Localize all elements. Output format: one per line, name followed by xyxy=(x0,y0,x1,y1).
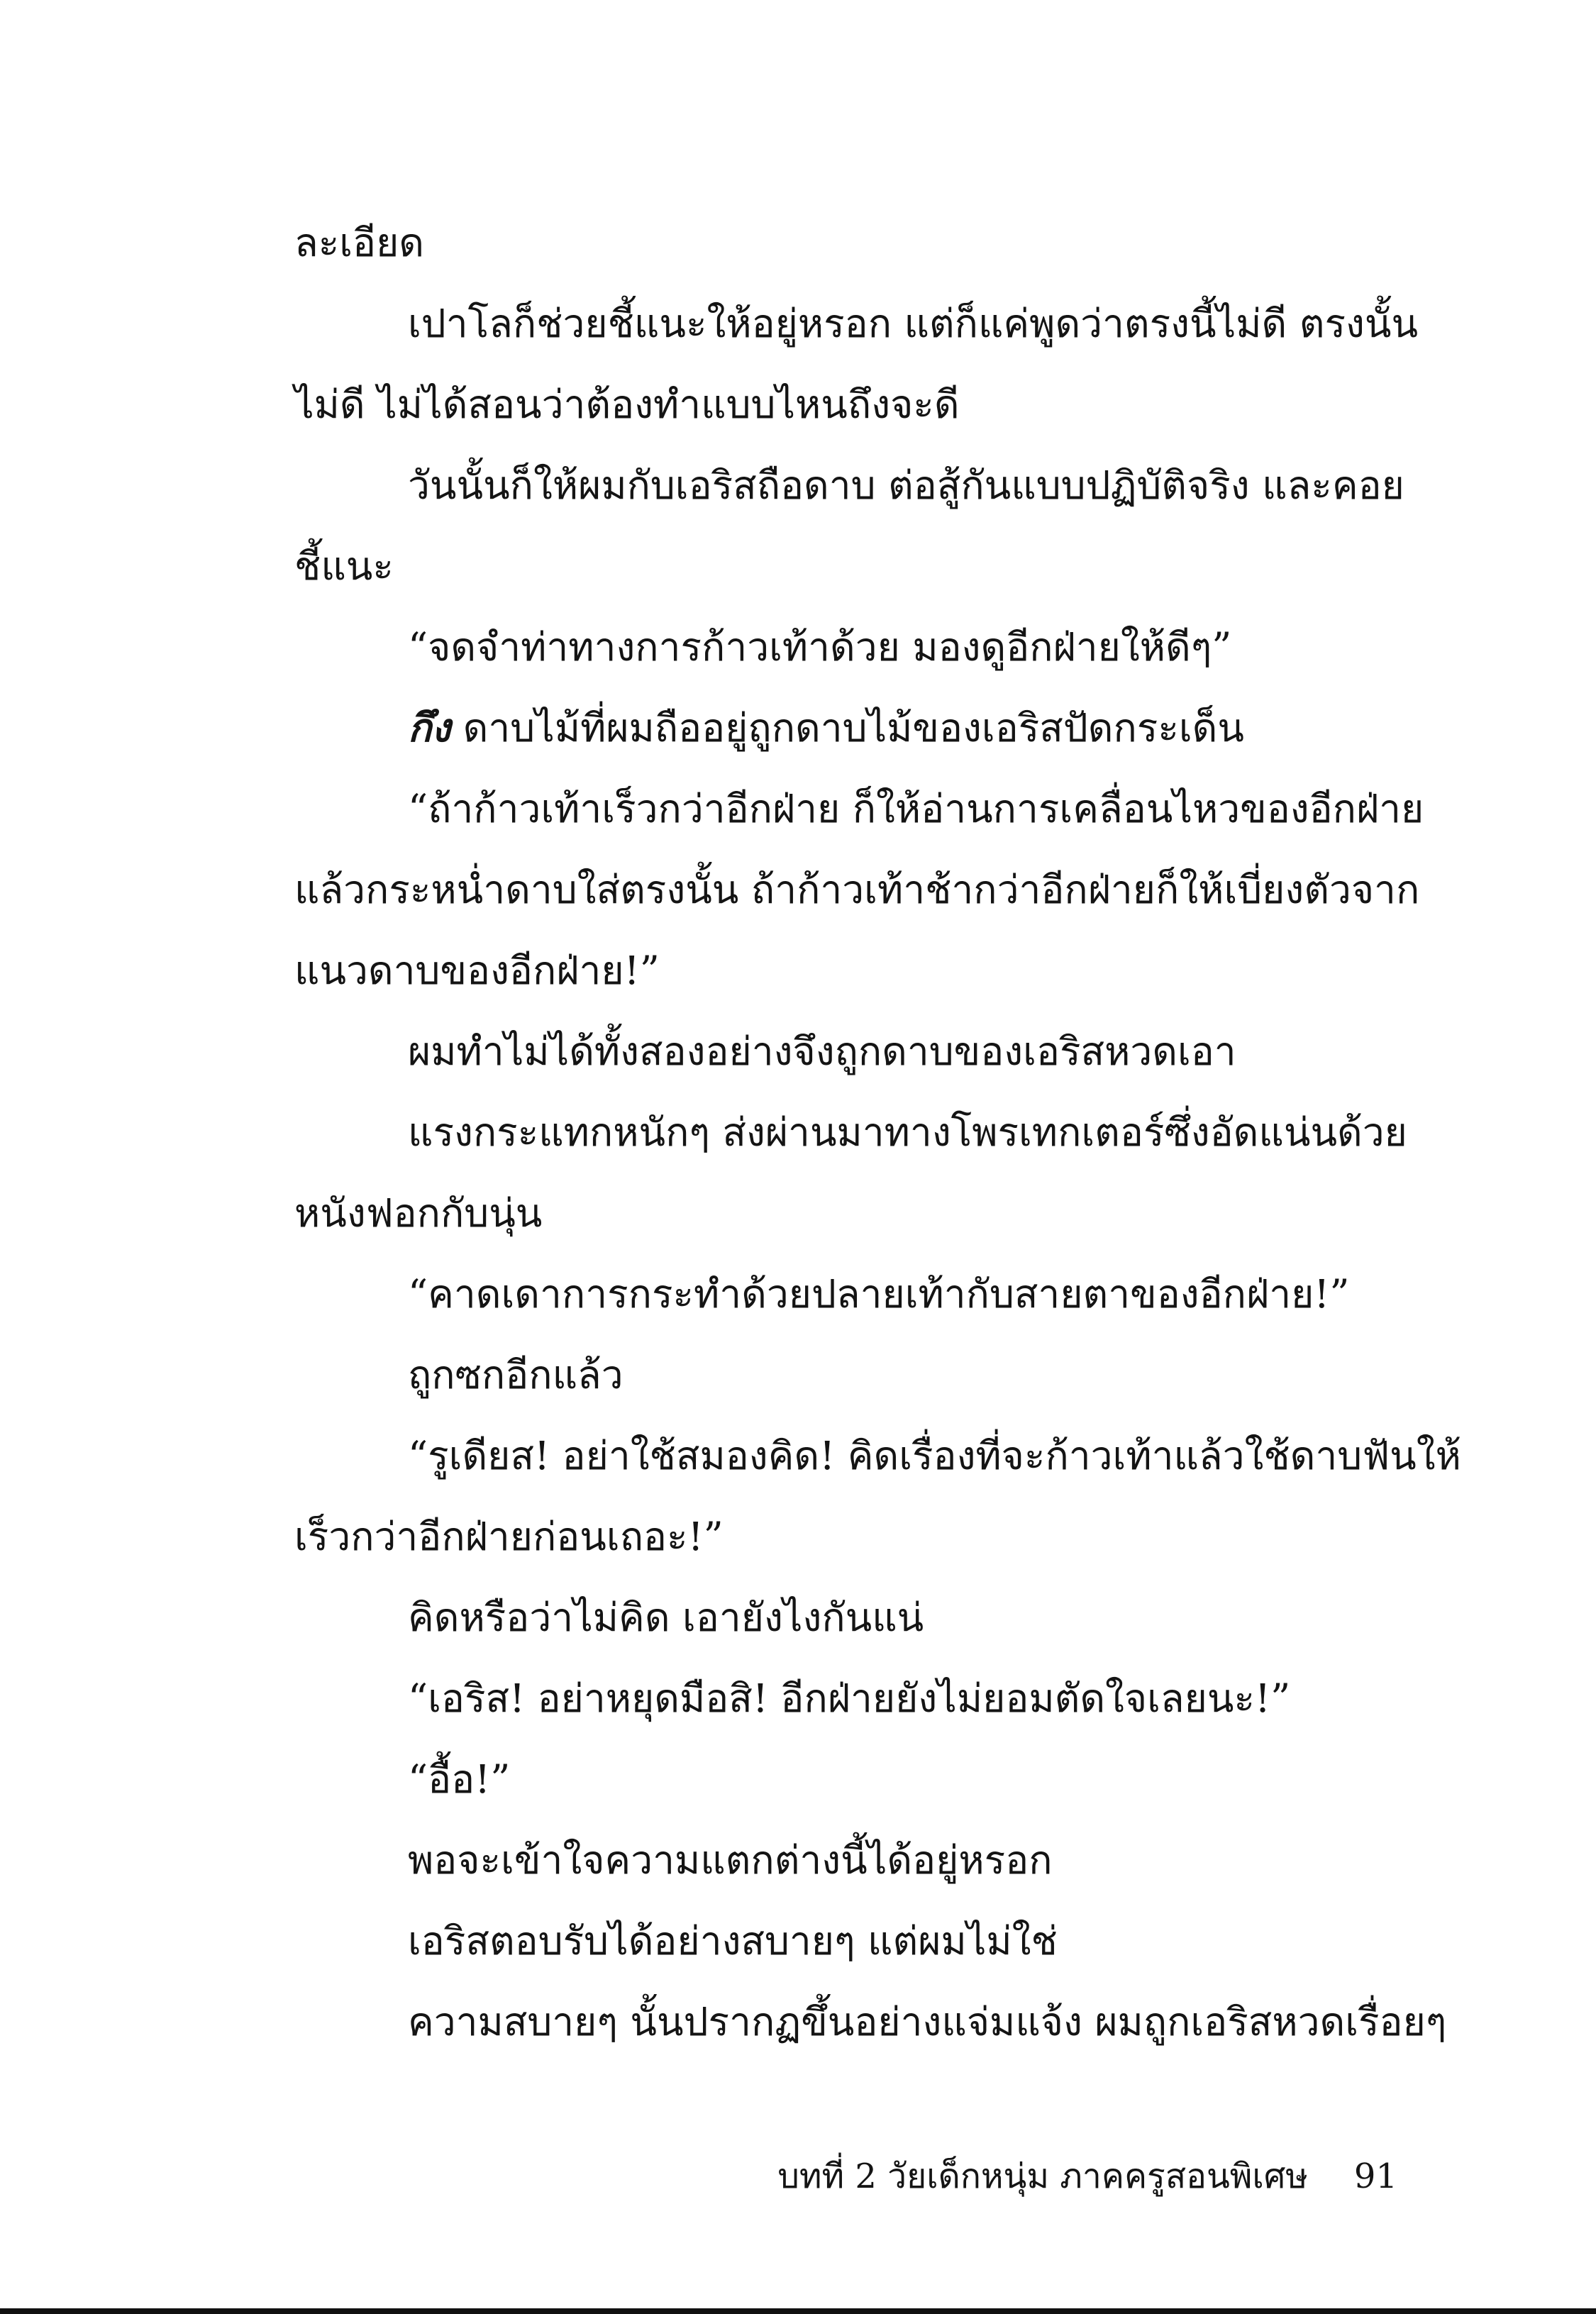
text-line: หนังฟอกกับนุ่น xyxy=(294,1190,543,1236)
text-line: “จดจำท่าทางการก้าวเท้าด้วย มองดูอีกฝ่ายให้ดีๆ” xyxy=(408,624,1232,670)
text-line: “รูเดียส! อย่าใช้สมองคิด! คิดเรื่องที่จะก้าวเท้าแล้วใช้ดาบฟันให้ xyxy=(408,1433,1461,1478)
text-line: แล้วกระหน่ำดาบใส่ตรงนั้น ถ้าก้าวเท้าช้ากว่าอีกฝ่ายก็ให้เบี่ยงตัวจาก xyxy=(294,867,1420,912)
text-line: ละเอียด xyxy=(294,220,425,265)
text-line: ความสบายๆ นั้นปรากฏขึ้นอย่างแจ่มแจ้ง ผมถูกเอริสหวดเรื่อยๆ xyxy=(408,1999,1447,2044)
text-line: “คาดเดาการกระทำด้วยปลายเท้ากับสายตาของอีกฝ่าย!” xyxy=(408,1271,1350,1317)
page-footer xyxy=(777,2149,1397,2203)
text-line: ถูกซกอีกแล้ว xyxy=(408,1352,624,1397)
text-line: พอจะเข้าใจความแตกต่างนี้ได้อยู่หรอก xyxy=(408,1837,1053,1883)
page-number: 91 xyxy=(1353,2157,1397,2196)
text-line: ชี้แนะ xyxy=(294,543,394,589)
sound-effect: กึง xyxy=(408,704,451,751)
text-line: ไม่ดี ไม่ได้สอนว่าต้องทำแบบไหนถึงจะดี xyxy=(294,382,960,427)
text-line: “อื้อ!” xyxy=(408,1756,511,1802)
text-span: ดาบไม้ที่ผมถืออยู่ถูกดาบไม้ของเอริสปัดกระเด็น xyxy=(462,705,1244,751)
text-line: เร็วกว่าอีกฝ่ายก่อนเถอะ!” xyxy=(294,1514,724,1559)
body-text xyxy=(294,202,1461,2062)
bottom-divider xyxy=(0,2308,1596,2314)
text-line: คิดหรือว่าไม่คิด เอายังไงกันแน่ xyxy=(408,1595,924,1640)
text-line: เปาโลก็ช่วยชี้แนะให้อยู่หรอก แต่ก็แค่พูดว่าตรงนี้ไม่ดี ตรงนั้น xyxy=(408,301,1419,346)
text-line: แนวดาบของอีกฝ่าย!” xyxy=(294,948,660,993)
text-line: เอริสตอบรับได้อย่างสบายๆ แต่ผมไม่ใช่ xyxy=(408,1918,1058,1964)
text-line: “ถ้าก้าวเท้าเร็วกว่าอีกฝ่าย ก็ให้อ่านการเคลื่อนไหวของอีกฝ่าย xyxy=(408,786,1424,831)
text-line: ผมทำไม่ได้ทั้งสองอย่างจึงถูกดาบของเอริสหวดเอา xyxy=(408,1029,1236,1074)
text-line xyxy=(294,687,1397,768)
text-line: วันนั้นก็ให้ผมกับเอริสถือดาบ ต่อสู้กันแบบปฏิบัติจริง และคอย xyxy=(408,463,1404,508)
chapter-title: บทที่ 2 วัยเด็กหนุ่ม ภาคครูสอนพิเศษ xyxy=(777,2157,1308,2196)
text-line: “เอริส! อย่าหยุดมือสิ! อีกฝ่ายยังไม่ยอมตัดใจเลยนะ!” xyxy=(408,1676,1291,1721)
text-line: แรงกระแทกหนักๆ ส่งผ่านมาทางโพรเทกเตอร์ซึ่งอัดแน่นด้วย xyxy=(408,1109,1407,1155)
